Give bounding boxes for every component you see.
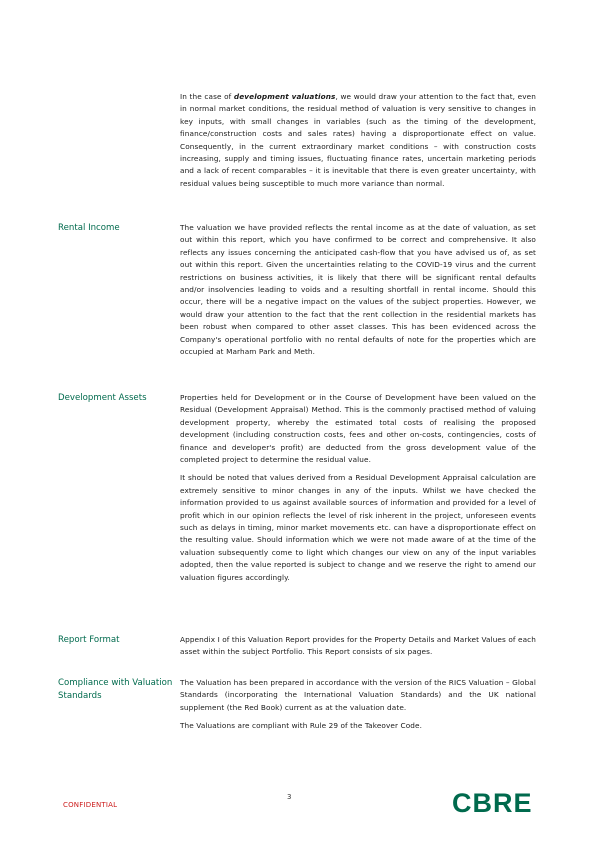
paragraph: Appendix I of this Valuation Report provides for the Property Details and Market Values of each asset within the subject Portfolio. This Report consists of six pages. — [180, 635, 536, 657]
section-development-assets — [58, 392, 536, 590]
page-number: 3 — [287, 793, 292, 801]
section-label: Report Format — [58, 635, 120, 645]
paragraph: The valuation we have provided reflects the rental income as at the date of valuation, as set out within this report, which you have confirmed to be correct and comprehensive. It also reflects any issues concerning the anticipated cash-flow that you have advised us of, as set out within this report. Given the uncertainties relating to the COVID-19 virus and the current restrictions on business activities, it is likely that there will be significant rental defaults and/or insolvencies leading to voids and a resulting shortfall in rental income. Should this occur, there will be a negative impact on the values of the subject properties. However, we would draw your attention to the fact that the rent collection in the residential markets has been robust when compared to other asset classes. This has been evidenced across the Company's operational portfolio with no rental defaults of note for the properties which are occupied at Marham Park and Meth. — [180, 223, 536, 357]
section-label: Compliance with Valuation Standards — [58, 678, 173, 702]
section-body — [180, 634, 536, 659]
paragraph: The Valuations are compliant with Rule 29 of the Takeover Code. — [180, 721, 422, 731]
cbre-logo — [452, 788, 536, 820]
section-body — [180, 392, 536, 584]
intro-post: , we would draw your attention to the fact that, even in normal market conditions, the residual method of valuation is very sensitive to changes in key inputs, with small changes in variables (such as the timing of the development, finance/construction costs and sales rates) having a disproportionate effect on value. Consequently, in the current extraordinary market conditions – with construction costs increasing, supply and timing issues, fluctuating finance rates, uncertain marketing periods and a lack of recent comparables – it is inevitable that there is even greater uncertainty, with residual values being susceptible to much more variance than normal. — [180, 92, 536, 188]
section-report-format — [58, 634, 536, 665]
logo-text: CBRE — [452, 788, 533, 816]
intro-block — [180, 91, 536, 196]
confidential-label: CONFIDENTIAL — [63, 801, 118, 809]
section-rental-income — [58, 222, 536, 364]
paragraph: It should be noted that values derived from a Residual Development Appraisal calculation are extremely sensitive to minor changes in any of the inputs. Whilst we have checked the information provided to us against available sources of information and provided for a level of profit which in our opinion reflects the level of risk inherent in the project, unforeseen events such as delays in timing, minor market movements etc. can have a disproportionate effect on the resulting value. Should information which we were not made aware of at the time of the valuation subsequently come to light which changes our view on any of the input variables adopted, then the value reported is subject to change and we reserve the right to amend our valuation figures accordingly. — [180, 473, 536, 582]
section-label: Rental Income — [58, 223, 120, 233]
intro-pre: In the case of — [180, 92, 234, 101]
paragraph: Properties held for Development or in the Course of Development have been valued on the Residual (Development Appraisal) Method. This is the commonly practised method of valuing development property, whereby the estimated total costs of realising the proposed development (including construction costs, fees and other on-costs, contingencies, costs of finance and developer's profit) are deducted from the gross development value of the completed project to determine the residual value. — [180, 393, 536, 465]
section-label: Development Assets — [58, 393, 147, 403]
intro-paragraph — [180, 91, 536, 190]
section-body — [180, 222, 536, 358]
intro-emphasis: development valuations — [233, 92, 336, 101]
section-compliance — [58, 677, 536, 739]
section-body — [180, 677, 536, 733]
paragraph: The Valuation has been prepared in accordance with the version of the RICS Valuation – Global Standards (incorporating the International Valuation Standards) and the UK national supplement (the Red Book) current as at the valuation date. — [180, 678, 536, 712]
